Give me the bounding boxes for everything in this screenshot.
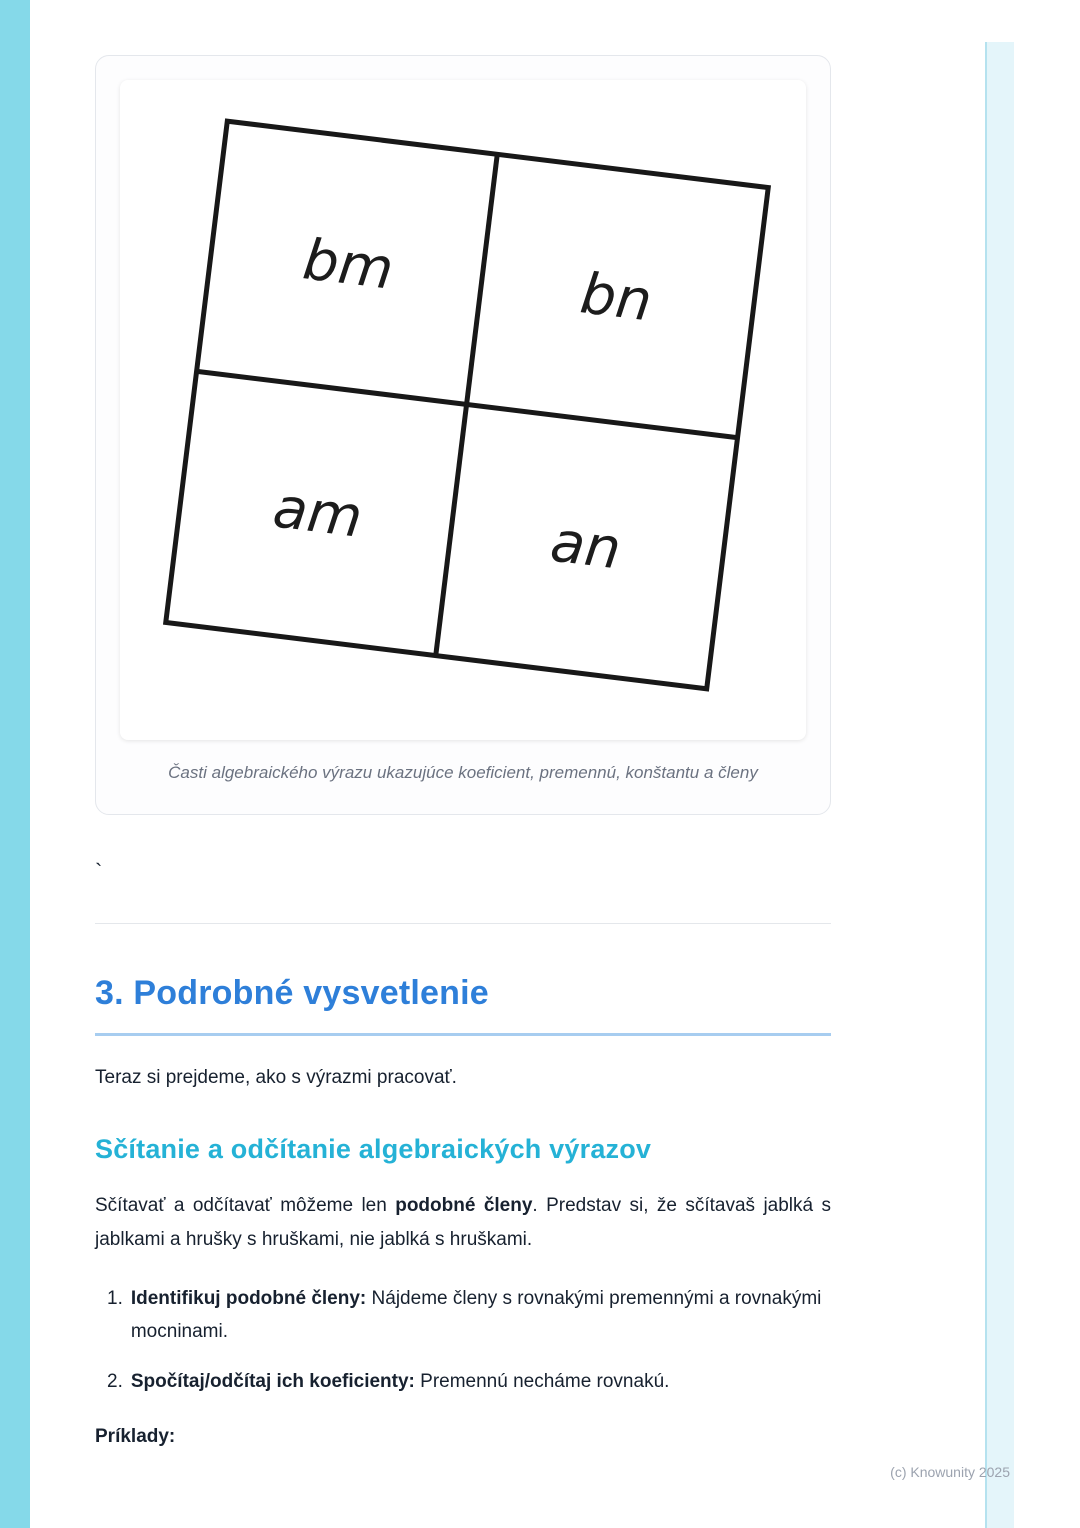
figure-caption: Časti algebraického výrazu ukazujúce koeficient, premennú, konštantu a členy — [168, 763, 758, 782]
body-paragraph — [95, 1189, 831, 1257]
ordered-list — [95, 1283, 831, 1398]
grid-cell-an: an — [547, 509, 625, 583]
section-heading: 3. Podrobné vysvetlenie — [95, 974, 831, 1036]
subsection-heading: Sčítanie a odčítanie algebraických výrazov — [95, 1134, 652, 1164]
copyright-text: (c) Knowunity 2025 — [890, 1464, 1010, 1480]
list-number: 2. — [107, 1370, 123, 1392]
paragraph-text-bold: podobné členy — [395, 1195, 533, 1216]
paragraph-text-pre: Sčítavať a odčítavať môžeme len — [95, 1195, 396, 1216]
left-color-bar — [0, 0, 30, 1528]
page-content — [95, 55, 831, 1467]
right-color-bar — [985, 42, 1014, 1528]
list-item-text — [131, 1283, 831, 1348]
list-item-bold: Identifikuj podobné členy: — [130, 1288, 367, 1310]
list-item-rest: Premennú necháme rovnakú. — [414, 1370, 670, 1392]
grid-cell-bn: bn — [577, 260, 656, 334]
list-item — [107, 1366, 831, 1398]
list-item-bold: Spočítaj/odčítaj ich koeficienty: — [130, 1370, 415, 1392]
area-model-grid — [163, 118, 771, 691]
section-divider — [95, 923, 831, 924]
list-item-rest: Nájdeme členy s rovnakými premennými a rovnakými mocninami. — [130, 1288, 822, 1342]
list-item — [107, 1283, 831, 1348]
intro-paragraph: Teraz si prejdeme, ako s výrazmi pracovať. — [95, 1066, 457, 1088]
grid-cell-am: am — [269, 474, 366, 551]
figure-card — [95, 55, 831, 815]
grid-cell-bm: bm — [299, 226, 397, 303]
paragraph-text-post: . Predstav si, že sčítavaš jablká s jablkami a hrušky s hruškami, nie jablká s hruškami. — [95, 1195, 831, 1251]
list-item-text — [131, 1366, 831, 1398]
stray-backtick: ` — [95, 858, 103, 884]
area-model-image — [120, 80, 806, 740]
list-number: 1. — [107, 1288, 123, 1310]
examples-label: Príklady: — [95, 1426, 176, 1448]
